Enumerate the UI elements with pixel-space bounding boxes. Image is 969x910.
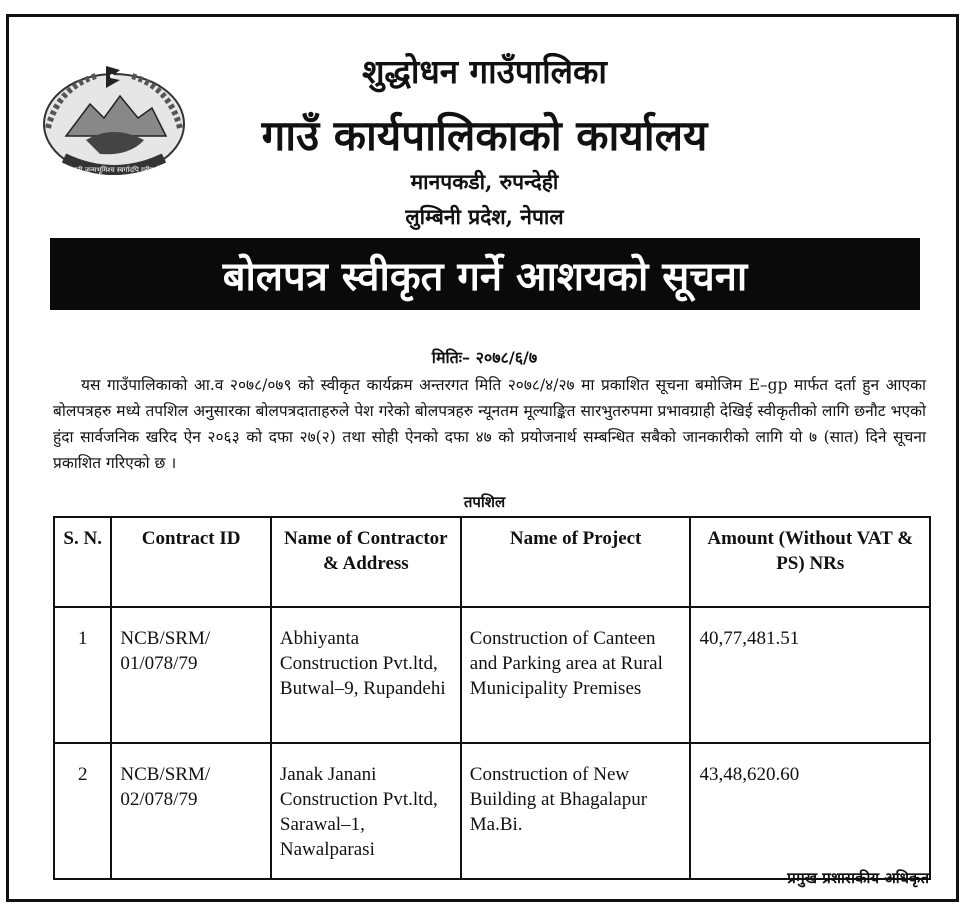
address-line-1: मानपकडी, रुपन्देही	[410, 169, 559, 194]
notice-title-banner	[50, 238, 920, 310]
table-header-row	[54, 517, 930, 607]
cell-project: Construction of New Building at Bhagalapur Ma.Bi.	[461, 743, 691, 879]
header-amount: Amount (Without VAT & PS) NRs	[690, 517, 930, 607]
header-sn: S. N.	[54, 517, 111, 607]
cell-contract-id: NCB/SRM/ 01/078/79	[111, 607, 271, 743]
table-row	[54, 743, 930, 879]
municipality-name: शुद्धोधन गाउँपालिका	[362, 52, 607, 91]
cell-amount: 40,77,481.51	[690, 607, 930, 743]
notice-title: बोलपत्र स्वीकृत गर्ने आशयको सूचना	[222, 252, 748, 300]
address-line-2: लुम्बिनी प्रदेश, नेपाल	[405, 204, 564, 229]
header-contract-id: Contract ID	[111, 517, 271, 607]
cell-contractor: Janak Janani Construction Pvt.ltd, Sarawal–1, Nawalparasi	[271, 743, 461, 879]
table-row	[54, 607, 930, 743]
cell-sn: 2	[54, 743, 111, 879]
cell-contractor: Abhiyanta Construction Pvt.ltd, Butwal–9, Rupandehi	[271, 607, 461, 743]
cell-contract-id: NCB/SRM/ 02/078/79	[111, 743, 271, 879]
schedule-label: तपशिल	[463, 493, 506, 511]
cell-project: Construction of Canteen and Parking area at Rural Municipality Premises	[461, 607, 691, 743]
cell-sn: 1	[54, 607, 111, 743]
notice-body: यस गाउँपालिकाको आ.व २०७८/०७९ को स्वीकृत कार्यक्रम अन्तरगत मिति २०७८/४/२७ मा प्रकाशित सूचना बमोजिम E–gp मार्फत दर्ता हुन आएका बोलपत्रहरु मध्ये तपशिल अनुसारका बोलपत्रदाताहरुले पेश गरेको बोलपत्रहरु न्यूनतम मूल्याङ्कित सारभुतरुपमा प्रभावग्राही देखिई स्वीकृतीको लागि छनौट भएको हुंदा सार्वजनिक खरिद ऐन २०६३ को दफा २७(२) तथा सोही ऐनको दफा ४७ को प्रयोजनार्थ सम्बन्धित सबैको जानकारीको लागि यो ७ (सात) दिने सूचना प्रकाशित गरिएको छ ।	[53, 376, 926, 472]
cell-amount: 43,48,620.60	[690, 743, 930, 879]
header-project: Name of Project	[461, 517, 691, 607]
header-contractor: Name of Contractor & Address	[271, 517, 461, 607]
office-name: गाउँ कार्यपालिकाको कार्यालय	[261, 111, 708, 160]
notice-date: मितिः– २०७८/६/७	[431, 348, 538, 367]
svg-text:जननी जन्मभूमिश्च स्वर्गादपि गर: जननी जन्मभूमिश्च स्वर्गादपि गरीयसी	[67, 166, 161, 174]
contracts-table	[53, 516, 931, 880]
signatory: प्रमुख प्रशासकीय अधिकृत	[787, 869, 929, 887]
